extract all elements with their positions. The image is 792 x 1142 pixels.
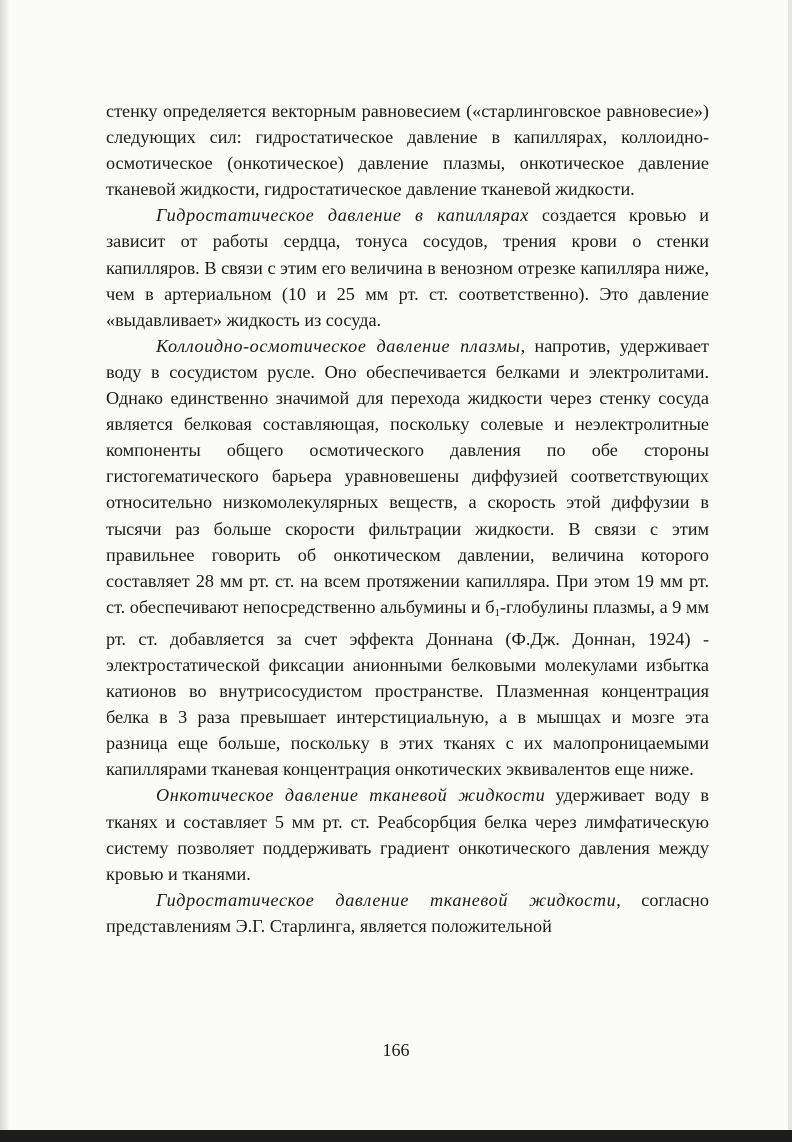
scan-right-edge — [788, 0, 792, 1142]
paragraph-5-text: , согласно представлениям Э.Г. Старлинга, является положительной — [106, 889, 709, 936]
paragraph-4-term: Онкотическое давление тканевой жидкости — [156, 785, 546, 806]
scan-left-shadow — [0, 0, 10, 1142]
paragraph-3-text-a: , напротив, удерживает воду в сосудистом русле. Оно обеспечивается белками и электролитами. Однако единственно значимой для перехода жидкости через стенку сосуда является белковая составляющая, поскольку солевые и неэлектролитные компоненты общего осмотического давления по обе стороны гистогематического барьера уравновешены диффузией соответствующих относительно низкомолекулярных веществ, а скорость этой диффузии в тысячи раз больше скорости фильтрации жидкости. В связи с этим правильнее говорить об онкотическом давлении, величина которого составляет 28 мм рт. ст. на всем протяжении капилляра. При этом 19 мм рт. ст. обеспечивают непосредственно альбумины и б — [106, 335, 709, 617]
paragraph-1-text: стенку определяется векторным равновесием («старлинговское равновесие») следующих сил: гидростатическое давление в капиллярах, коллоидно-осмотическое (онкотическое) давление плазмы, онкотическое давление тканевой жидкости, гидростатическое давление тканевой жидкости. — [106, 101, 709, 200]
paragraph-4 — [106, 782, 709, 886]
page-number: 166 — [382, 1040, 410, 1060]
scan-bottom-edge — [0, 1130, 792, 1142]
paragraph-5-term: Гидростатическое давление тканевой жидкости — [156, 889, 617, 910]
paragraph-1 — [106, 98, 709, 202]
paragraph-4-text: удерживает воду в тканях и составляет 5 мм рт. ст. Реабсорбция белка через лимфатическую систему позволяет поддерживать градиент онкотического давления между кровью и тканями. — [106, 785, 709, 884]
paragraph-2 — [106, 202, 709, 332]
body-text — [106, 98, 709, 939]
paragraph-3 — [106, 333, 709, 783]
paragraph-3-text-b: -глобулины плазмы, а 9 мм рт. ст. добавляется за счет эффекта Доннана (Ф.Дж. Доннан, 1924) - электростатической фиксации анионными белковыми молекулами избытка катионов во внутрисосудистом пространстве. Плазменная концентрация белка в 3 раза превышает интерстициальную, а в мышцах и мозге эта разница еще больше, поскольку в этих тканях с их малопроницаемыми капиллярами тканевая концентрация онкотических эквивалентов еще ниже. — [106, 596, 709, 780]
paragraph-5 — [106, 887, 709, 939]
paragraph-3-term: Коллоидно-осмотическое давление плазмы — [156, 335, 521, 356]
paragraph-2-text: создается кровью и зависит от работы сердца, тонуса сосудов, трения крови о стенки капилляров. В связи с этим его величина в венозном отрезке капилляра ниже, чем в артериальном (10 и 25 мм рт. ст. соответственно). Это давление «выдавливает» жидкость из сосуда. — [106, 205, 709, 330]
paragraph-3-subscript: 1 — [494, 606, 500, 619]
paragraph-2-term: Гидростатическое давление в капиллярах — [156, 205, 529, 226]
